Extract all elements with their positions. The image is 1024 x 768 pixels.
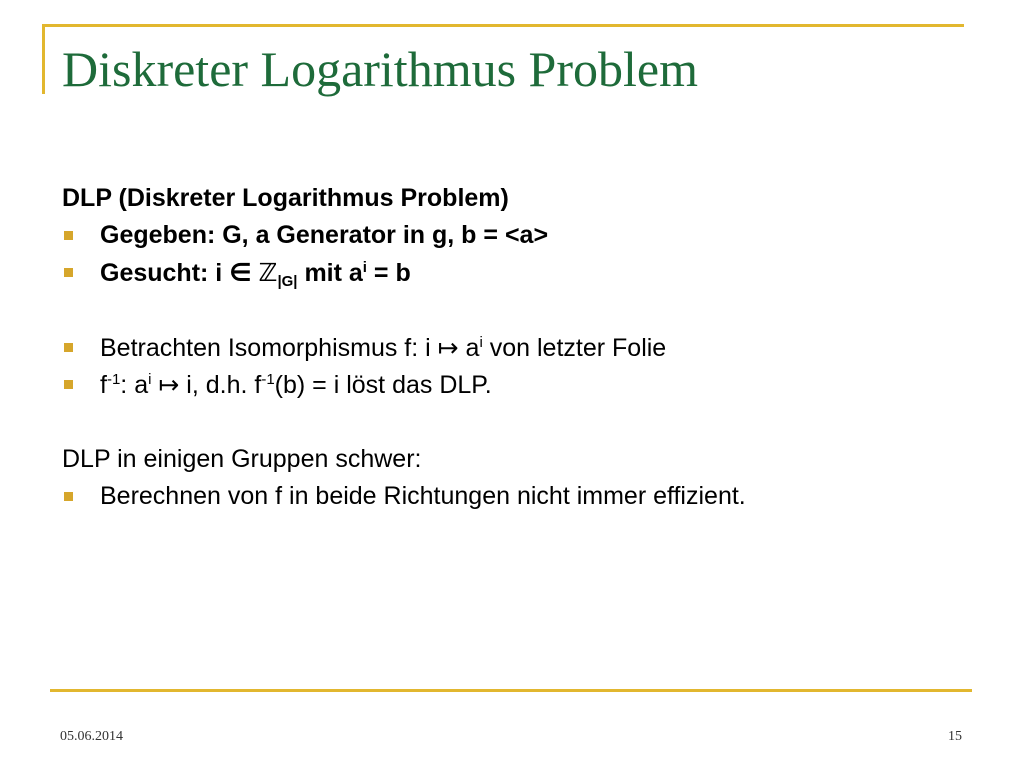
square-bullet-icon (64, 268, 73, 277)
footer-date: 05.06.2014 (60, 729, 123, 744)
square-bullet-icon (64, 492, 73, 501)
bullet-gesucht (62, 254, 962, 291)
gesucht-text-b: mit a (297, 259, 363, 287)
element-of-symbol: ∈ (229, 258, 252, 287)
group-order-subscript: |G| (277, 273, 298, 290)
bullet-gegeben (62, 217, 962, 254)
bullet-inverse (62, 366, 962, 403)
inv-text-d: i, d.h. f (179, 371, 262, 399)
square-bullet-icon (64, 380, 73, 389)
bullet-berechnen-text: Berechnen von f in beide Richtungen nicht immer effizient. (100, 482, 746, 510)
top-frame-line (42, 24, 964, 27)
heading-dlp: DLP (Diskreter Logarithmus Problem) (62, 184, 509, 212)
bullet-gegeben-text: Gegeben: G, a Generator in g, b = <a> (100, 221, 549, 249)
exponent-i: i (362, 259, 367, 276)
mapsto-symbol: ↦ (437, 333, 459, 362)
exponent-minus-one: -1 (261, 371, 275, 388)
integers-symbol: ℤ (258, 258, 278, 287)
left-frame-line (42, 24, 45, 94)
footer-divider-line (50, 689, 972, 692)
heading-schwer: DLP in einigen Gruppen schwer: (62, 445, 422, 473)
inv-text-b: : a (120, 371, 149, 399)
slide-title: Diskreter Logarithmus Problem (62, 41, 698, 97)
slide-body (62, 180, 962, 515)
bullet-berechnen (62, 478, 962, 515)
iso-text-c: von letzter Folie (482, 334, 667, 362)
exponent-i: i (479, 334, 483, 351)
square-bullet-icon (64, 231, 73, 240)
gesucht-text-c: = b (366, 259, 411, 287)
inv-text-e: (b) = i löst das DLP. (274, 371, 492, 399)
inv-text-a: f (100, 371, 107, 399)
gesucht-text-a: Gesucht: i (100, 259, 230, 287)
exponent-i: i (148, 371, 152, 388)
square-bullet-icon (64, 343, 73, 352)
iso-text-a: Betrachten Isomorphismus f: i (100, 334, 438, 362)
page-number: 15 (948, 729, 962, 744)
exponent-minus-one: -1 (106, 371, 121, 388)
iso-text-b: a (458, 334, 480, 362)
bullet-isomorphismus (62, 329, 962, 366)
mapsto-symbol: ↦ (158, 370, 180, 399)
